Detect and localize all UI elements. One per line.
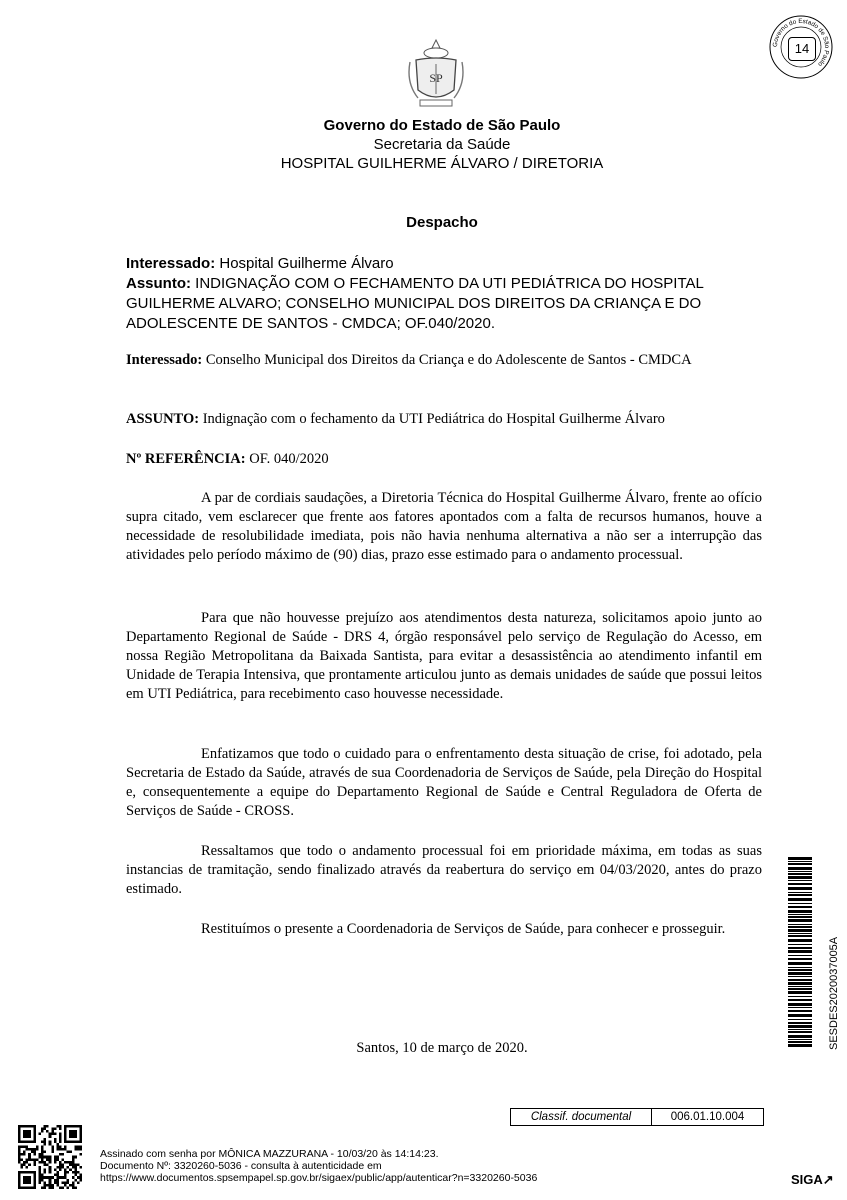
body-interessado-label: Interessado: — [126, 352, 203, 368]
qr-code-image — [18, 1125, 82, 1189]
paragraph-4: Ressaltamos que todo o andamento processual foi em prioridade máxima, em todas as suas instancias de tramitação, sendo finalizado através da reabertura do serviço em 04/03/2020, antes do prazo estimado. — [126, 843, 762, 897]
barcode-image — [788, 857, 812, 1047]
assunto-field — [126, 274, 762, 334]
body-assunto-label: ASSUNTO: — [126, 411, 200, 427]
referencia-value: OF. 040/2020 — [245, 451, 329, 467]
stamp-ring-text: Governo do Estado de São Paulo — [771, 17, 831, 68]
classification-label: Classif. documental — [511, 1109, 652, 1125]
paragraph-1: A par de cordiais saudações, a Diretoria Técnica do Hospital Guilherme Álvaro, frente ao ofício supra citado, vem esclarecer que frente aos fatores apontados com a falta de recursos humanos, houve a necessidade de resolubilidade imediata, pois não havia nenhuma alternativa a não ser a interrupção das atividades pelo período máximo de (90) dias, prazo esse estimado para o andamento processual. — [126, 490, 762, 563]
seal-text: SP — [429, 71, 443, 85]
page-number: 14 — [788, 37, 816, 61]
signature-footer — [100, 1148, 700, 1184]
date-line: Santos, 10 de março de 2020. — [356, 1040, 528, 1056]
interessado-value: Hospital Guilherme Álvaro — [215, 255, 394, 272]
referencia-label: Nº REFERÊNCIA: — [126, 451, 246, 467]
assunto-value: INDIGNAÇÃO COM O FECHAMENTO DA UTI PEDIÁTRICA DO HOSPITAL GUILHERME ALVARO; CONSELHO MUNICIPAL DOS DIREITOS DA CRIANÇA E DO ADOLESCENTE DE SANTOS - CMDCA; OF.040/2020. — [126, 275, 704, 332]
body-assunto-value: Indignação com o fechamento da UTI Pediátrica do Hospital Guilherme Álvaro — [199, 411, 665, 427]
header-hospital: HOSPITAL GUILHERME ÁLVARO / DIRETORIA — [280, 155, 604, 172]
classification-value: 006.01.10.004 — [670, 1111, 745, 1123]
body-assunto-field — [126, 410, 762, 429]
referencia-field — [126, 450, 762, 469]
interessado-label: Interessado: — [126, 255, 216, 272]
paragraph-2: Para que não houvesse prejuízo aos atendimentos desta natureza, solicitamos apoio junto ao Departamento Regional de Saúde - DRS 4, órgão responsável pelo serviço de Regulação do Acesso, em nossa Região Metropolitana da Baixada Santista, para evitar a desassistência ao atendimento infantil em Unidade de Terapia Intensiva, que prontamente articulou junto as demais unidades de saúde que possui leitos em UTI Pediátrica, para recebimento caso houvesse necessidade. — [126, 610, 762, 702]
siga-logo — [791, 1172, 834, 1188]
paragraph-5: Restituímos o presente a Coordenadoria de Serviços de Saúde, para conhecer e prosseguir. — [201, 921, 726, 937]
coat-of-arms-seal — [406, 38, 466, 113]
siga-logo-text: SIGA — [791, 1172, 823, 1187]
footer-document-number: Documento Nº: 3320260-5036 - consulta à autenticidade em — [100, 1160, 382, 1172]
assunto-label: Assunto: — [126, 275, 191, 292]
footer-signed-by: Assinado com senha por MÔNICA MAZZURANA - 10/03/20 às 14:14:23. — [100, 1148, 439, 1160]
paragraph-3: Enfatizamos que todo o cuidado para o enfrentamento desta situação de crise, foi adotado, pela Secretaria de Estado da Saúde, através de sua Coordenadoria de Serviços de Saúde, pela Direção do Hospital e, consequentemente a equipe do Departamento Regional de Saúde e Central Reguladora de Oferta de Serviços de Saúde - CROSS. — [126, 746, 762, 819]
classification-box — [510, 1108, 764, 1126]
interessado-field — [126, 254, 762, 273]
header-government: Governo do Estado de São Paulo — [323, 117, 561, 134]
barcode-number: SESDES2020037005A — [828, 936, 840, 1050]
footer-authentication-link[interactable]: https://www.documentos.spsempapel.sp.gov.br/sigaex/public/app/autenticar?n=3320260-5036 — [100, 1172, 538, 1184]
header-secretariat: Secretaria da Saúde — [373, 136, 511, 153]
siga-arrow-icon: ↗ — [822, 1172, 834, 1187]
document-title: Despacho — [406, 214, 478, 231]
body-interessado-field — [126, 351, 762, 370]
body-interessado-value: Conselho Municipal dos Direitos da Criança e do Adolescente de Santos - CMDCA — [202, 352, 692, 368]
